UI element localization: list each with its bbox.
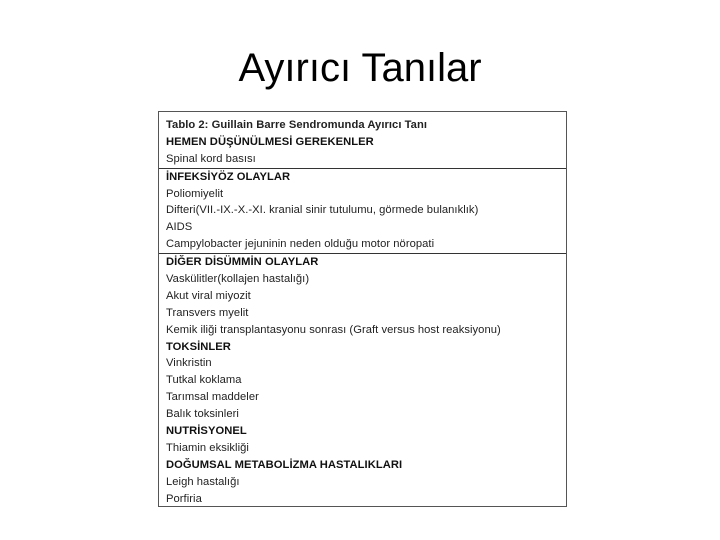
table-row: Tutkal koklama — [166, 374, 242, 387]
table-row: Kemik iliği transplantasyonu sonrası (Graft versus host reaksiyonu) — [166, 323, 501, 336]
table-section-heading: DİĞER DİSÜMMİN OLAYLAR — [159, 253, 566, 271]
table-row: Thiamin eksikliği — [166, 441, 249, 454]
table-row: Tarımsal maddeler — [166, 391, 259, 404]
slide-title: Ayırıcı Tanılar — [238, 46, 482, 90]
table-row: Difteri(VII.-IX.-X.-XI. kranial sinir tutulumu, görmede bulanıklık) — [166, 204, 479, 217]
table-row: Akut viral miyozit — [166, 289, 251, 302]
table-row: Leigh hastalığı — [166, 475, 240, 488]
differential-diagnosis-table — [158, 111, 567, 507]
table-row: Poliomiyelit — [166, 187, 224, 200]
table-row: Vinkristin — [166, 357, 212, 370]
table-row: AIDS — [166, 221, 193, 234]
table-row: Transvers myelit — [166, 306, 249, 319]
table-section-heading: HEMEN DÜŞÜNÜLMESİ GEREKENLER — [166, 135, 374, 148]
table-row: Balık toksinleri — [166, 408, 239, 421]
table-section-heading: DOĞUMSAL METABOLİZMA HASTALIKLARI — [166, 458, 403, 471]
table-section-heading: TOKSİNLER — [166, 340, 231, 353]
table-row: Porfiria — [166, 492, 202, 505]
table-caption: Tablo 2: Guillain Barre Sendromunda Ayırıcı Tanı — [166, 119, 427, 131]
table-section-heading: NUTRİSYONEL — [166, 425, 247, 438]
table-row: Campylobacter jejuninin neden olduğu motor nöropati — [166, 238, 435, 251]
table-row: Vaskülitler(kollajen hastalığı) — [166, 273, 310, 286]
table-body — [159, 134, 566, 508]
table-section-heading: İNFEKSİYÖZ OLAYLAR — [159, 168, 566, 186]
table-row: Spinal kord basısı — [166, 152, 256, 165]
